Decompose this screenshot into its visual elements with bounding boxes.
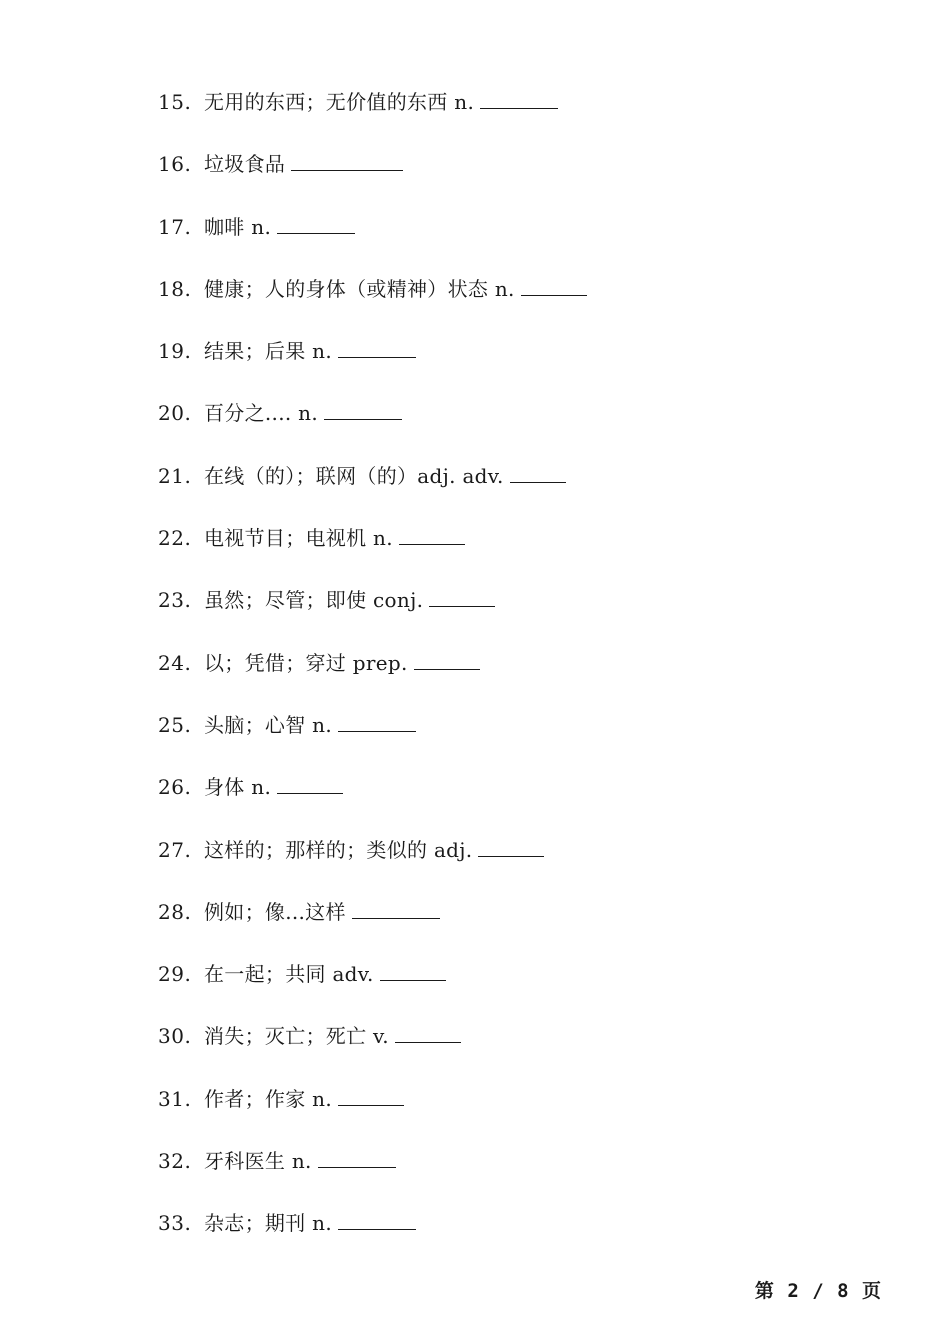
item-number: 18. bbox=[158, 276, 192, 301]
answer-blank[interactable] bbox=[414, 647, 480, 670]
item-number: 30. bbox=[158, 1024, 192, 1049]
vocabulary-list bbox=[158, 84, 878, 1268]
answer-blank[interactable] bbox=[324, 397, 402, 420]
answer-blank[interactable] bbox=[395, 1020, 461, 1043]
item-number: 26. bbox=[158, 775, 192, 800]
answer-blank[interactable] bbox=[291, 148, 403, 171]
item-prompt: 虽然；尽管；即使 conj. bbox=[204, 588, 424, 613]
item-number: 19. bbox=[158, 339, 192, 364]
list-item bbox=[158, 395, 878, 457]
item-number: 17. bbox=[158, 214, 192, 239]
answer-blank[interactable] bbox=[318, 1145, 396, 1168]
item-number: 27. bbox=[158, 837, 192, 862]
list-item bbox=[158, 645, 878, 707]
list-item bbox=[158, 769, 878, 831]
list-item bbox=[158, 707, 878, 769]
item-prompt: 健康；人的身体（或精神）状态 n. bbox=[204, 276, 515, 301]
list-item bbox=[158, 209, 878, 271]
page-number: 第 2 / 8 页 bbox=[754, 1280, 882, 1302]
item-prompt: 身体 n. bbox=[204, 775, 272, 800]
item-prompt: 结果；后果 n. bbox=[204, 339, 332, 364]
item-prompt: 以；凭借；穿过 prep. bbox=[204, 650, 408, 675]
item-prompt: 百分之.... n. bbox=[204, 401, 319, 426]
answer-blank[interactable] bbox=[399, 522, 465, 545]
item-number: 25. bbox=[158, 712, 192, 737]
item-prompt: 咖啡 n. bbox=[204, 214, 272, 239]
list-item bbox=[158, 1081, 878, 1143]
item-number: 24. bbox=[158, 650, 192, 675]
item-number: 16. bbox=[158, 152, 192, 177]
list-item bbox=[158, 1143, 878, 1205]
answer-blank[interactable] bbox=[277, 211, 355, 234]
answer-blank[interactable] bbox=[277, 771, 343, 794]
answer-blank[interactable] bbox=[338, 709, 416, 732]
list-item bbox=[158, 271, 878, 333]
answer-blank[interactable] bbox=[429, 584, 495, 607]
answer-blank[interactable] bbox=[352, 896, 440, 919]
item-prompt: 垃圾食品 bbox=[204, 152, 286, 177]
item-number: 32. bbox=[158, 1149, 192, 1174]
item-prompt: 消失；灭亡；死亡 v. bbox=[204, 1024, 389, 1049]
item-prompt: 这样的；那样的；类似的 adj. bbox=[204, 837, 473, 862]
item-prompt: 在一起；共同 adv. bbox=[204, 962, 374, 987]
item-number: 29. bbox=[158, 962, 192, 987]
item-prompt: 电视节目；电视机 n. bbox=[204, 526, 393, 551]
list-item bbox=[158, 520, 878, 582]
list-item bbox=[158, 84, 878, 146]
answer-blank[interactable] bbox=[521, 273, 587, 296]
answer-blank[interactable] bbox=[338, 335, 416, 358]
item-number: 31. bbox=[158, 1086, 192, 1111]
answer-blank[interactable] bbox=[510, 460, 566, 483]
item-prompt: 作者；作家 n. bbox=[204, 1086, 332, 1111]
list-item bbox=[158, 894, 878, 956]
list-item bbox=[158, 582, 878, 644]
list-item bbox=[158, 146, 878, 208]
list-item bbox=[158, 458, 878, 520]
item-number: 23. bbox=[158, 588, 192, 613]
item-number: 22. bbox=[158, 526, 192, 551]
item-prompt: 无用的东西；无价值的东西 n. bbox=[204, 90, 475, 114]
item-number: 28. bbox=[158, 899, 192, 924]
list-item bbox=[158, 1018, 878, 1080]
item-number: 21. bbox=[158, 463, 192, 488]
answer-blank[interactable] bbox=[478, 834, 544, 857]
item-prompt: 牙科医生 n. bbox=[204, 1149, 312, 1174]
list-item bbox=[158, 1205, 878, 1267]
item-number: 33. bbox=[158, 1211, 192, 1236]
answer-blank[interactable] bbox=[338, 1083, 404, 1106]
answer-blank[interactable] bbox=[380, 958, 446, 981]
item-prompt: 杂志；期刊 n. bbox=[204, 1211, 332, 1236]
answer-blank[interactable] bbox=[338, 1207, 416, 1230]
list-item bbox=[158, 333, 878, 395]
item-prompt: 在线（的）；联网（的）adj. adv. bbox=[204, 463, 504, 488]
answer-blank[interactable] bbox=[480, 86, 558, 109]
item-number: 15. bbox=[158, 90, 192, 114]
list-item bbox=[158, 832, 878, 894]
item-prompt: 例如；像...这样 bbox=[204, 899, 346, 924]
item-number: 20. bbox=[158, 401, 192, 426]
item-prompt: 头脑；心智 n. bbox=[204, 712, 332, 737]
list-item bbox=[158, 956, 878, 1018]
